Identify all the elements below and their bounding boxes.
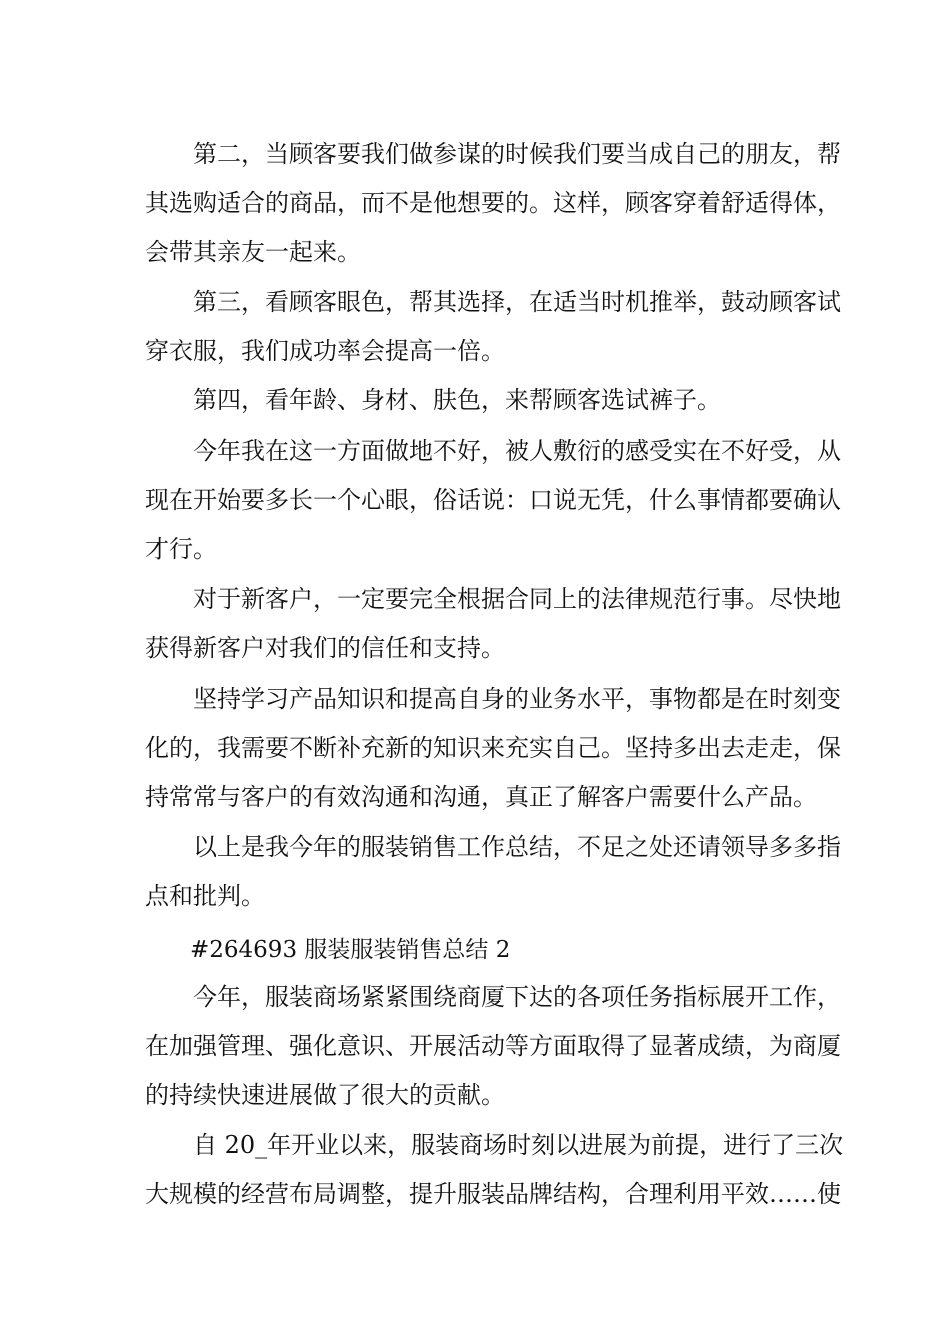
text-line: 获得新客户对我们的信任和支持。	[145, 634, 505, 662]
text-line: 持常常与客户的有效沟通和沟通，真正了解客户需要什么产品。	[145, 783, 817, 811]
text-line: 在加强管理、强化意识、开展活动等方面取得了显著成绩，为商厦	[145, 1032, 841, 1060]
text-line: 大规模的经营布局调整，提升服装品牌结构，合理利用平效……使	[145, 1180, 841, 1208]
text-line: 才行。	[145, 535, 217, 563]
text-line: 第二，当顾客要我们做参谋的时候我们要当成自己的朋友，帮	[193, 140, 841, 168]
text-line: 点和批判。	[145, 882, 265, 910]
paragraph-this-year-reflection	[145, 427, 841, 574]
text-line: 其选购适合的商品，而不是他想要的。这样，顾客穿着舒适得体，	[145, 189, 841, 217]
section-heading: #264693 服装服装销售总结 2	[190, 937, 511, 963]
paragraph-age-figure	[145, 376, 810, 425]
text-line: 第三，看顾客眼色，帮其选择，在适当时机推举，鼓动顾客试	[193, 288, 841, 316]
text-line: 现在开始要多长一个心眼，俗话说：口说无凭，什么事情都要确认	[145, 486, 841, 514]
text-line: 以上是我今年的服装销售工作总结，不足之处还请领导多多指	[193, 833, 841, 861]
text-line: 的持续快速进展做了很大的贡献。	[145, 1081, 505, 1109]
paragraph-mall-overview	[145, 973, 841, 1120]
text-line: 第四，看年龄、身材、肤色，来帮顾客选试裤子。	[193, 386, 721, 414]
text-line: 坚持学习产品知识和提高自身的业务水平，事物都是在时刻变	[193, 685, 841, 713]
text-line: 会带其亲友一起来。	[145, 238, 361, 266]
paragraph-customer-advisor	[145, 130, 841, 277]
paragraph-keep-learning	[145, 675, 841, 822]
text-line: 今年我在这一方面做地不好，被人敷衍的感受实在不好受，从	[193, 437, 841, 465]
paragraph-summary-closing	[145, 823, 841, 921]
text-line: 自 20_年开业以来，服装商场时刻以进展为前提，进行了三次	[193, 1131, 844, 1159]
text-line: 今年，服装商场紧紧围绕商厦下达的各项任务指标展开工作，	[193, 983, 841, 1011]
text-line: 穿衣服，我们成功率会提高一倍。	[145, 337, 505, 365]
text-line: 对于新客户，一定要完全根据合同上的法律规范行事。尽快地	[193, 585, 841, 613]
text-line: 化的，我需要不断补充新的知识来充实自己。坚持多出去走走，保	[145, 734, 841, 762]
paragraph-since-opening	[145, 1121, 844, 1219]
paragraph-new-clients	[145, 575, 841, 673]
paragraph-customer-eyes	[145, 278, 841, 376]
